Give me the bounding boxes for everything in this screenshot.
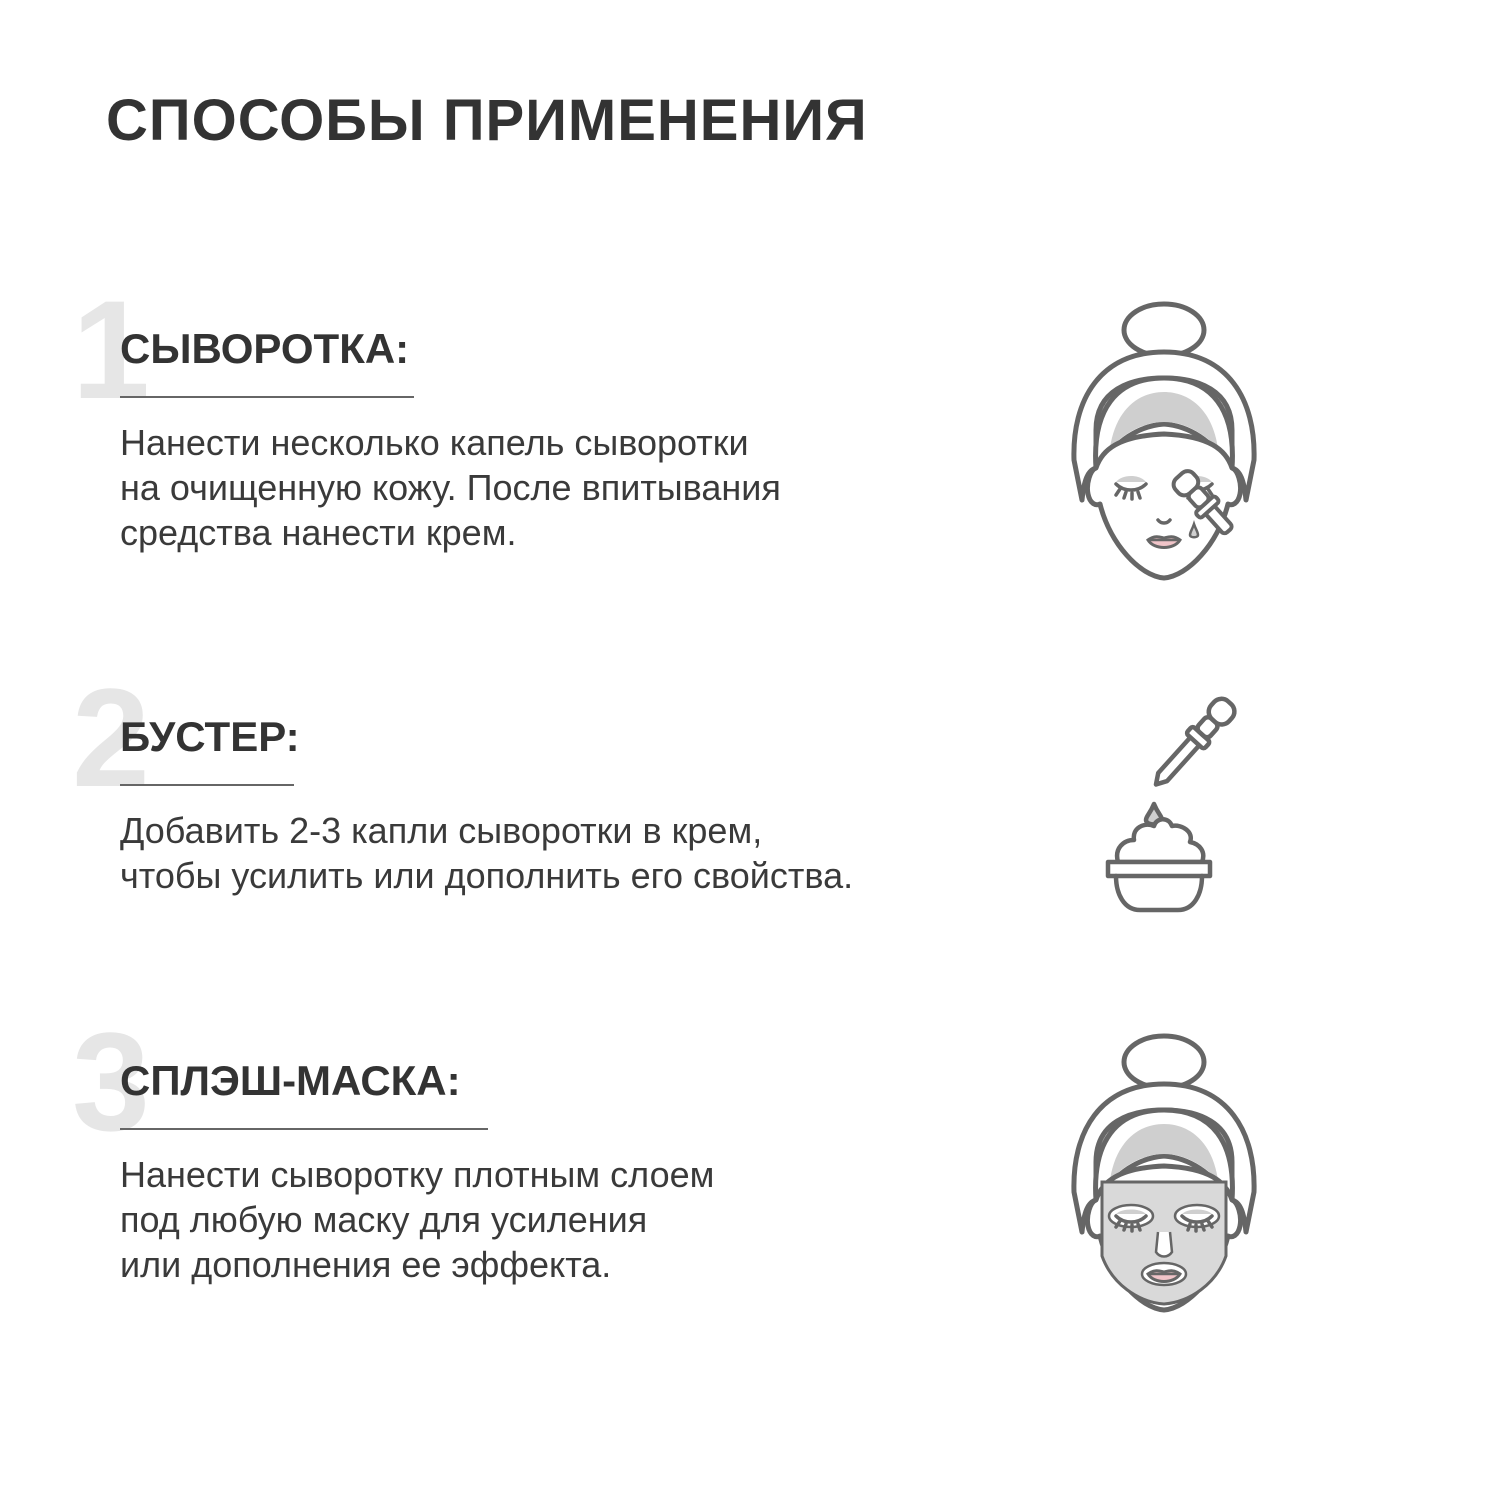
step-description [120, 808, 980, 898]
step-description [120, 1152, 980, 1287]
face-serum-dropper-icon [1060, 300, 1300, 590]
step-description-line: под любую маску для усиления [120, 1199, 648, 1240]
step-description-line: или дополнения ее эффекта. [120, 1244, 612, 1285]
step-heading: СПЛЭШ-МАСКА: [120, 1060, 488, 1130]
step-number: 2 [72, 659, 150, 816]
step-description-line: Нанести сыворотку плотным слоем [120, 1154, 715, 1195]
step-number: 3 [72, 1003, 150, 1160]
face-sheet-mask-icon [1060, 1032, 1300, 1322]
step-description-line: Добавить 2-3 капли сыворотки в крем, [120, 810, 763, 851]
page-title: СПОСОБЫ ПРИМЕНЕНИЯ [106, 88, 868, 153]
step-description [120, 420, 980, 555]
step-description-line: на очищенную кожу. После впитывания [120, 467, 781, 508]
step-description-line: чтобы усилить или дополнить его свойства. [120, 855, 854, 896]
step-heading: СЫВОРОТКА: [120, 328, 414, 398]
step-description-line: средства нанести крем. [120, 512, 517, 553]
dropper-cream-jar-icon [1098, 680, 1268, 920]
step-heading: БУСТЕР: [120, 716, 294, 786]
step-description-line: Нанести несколько капель сыворотки [120, 422, 749, 463]
step-number: 1 [72, 271, 150, 428]
